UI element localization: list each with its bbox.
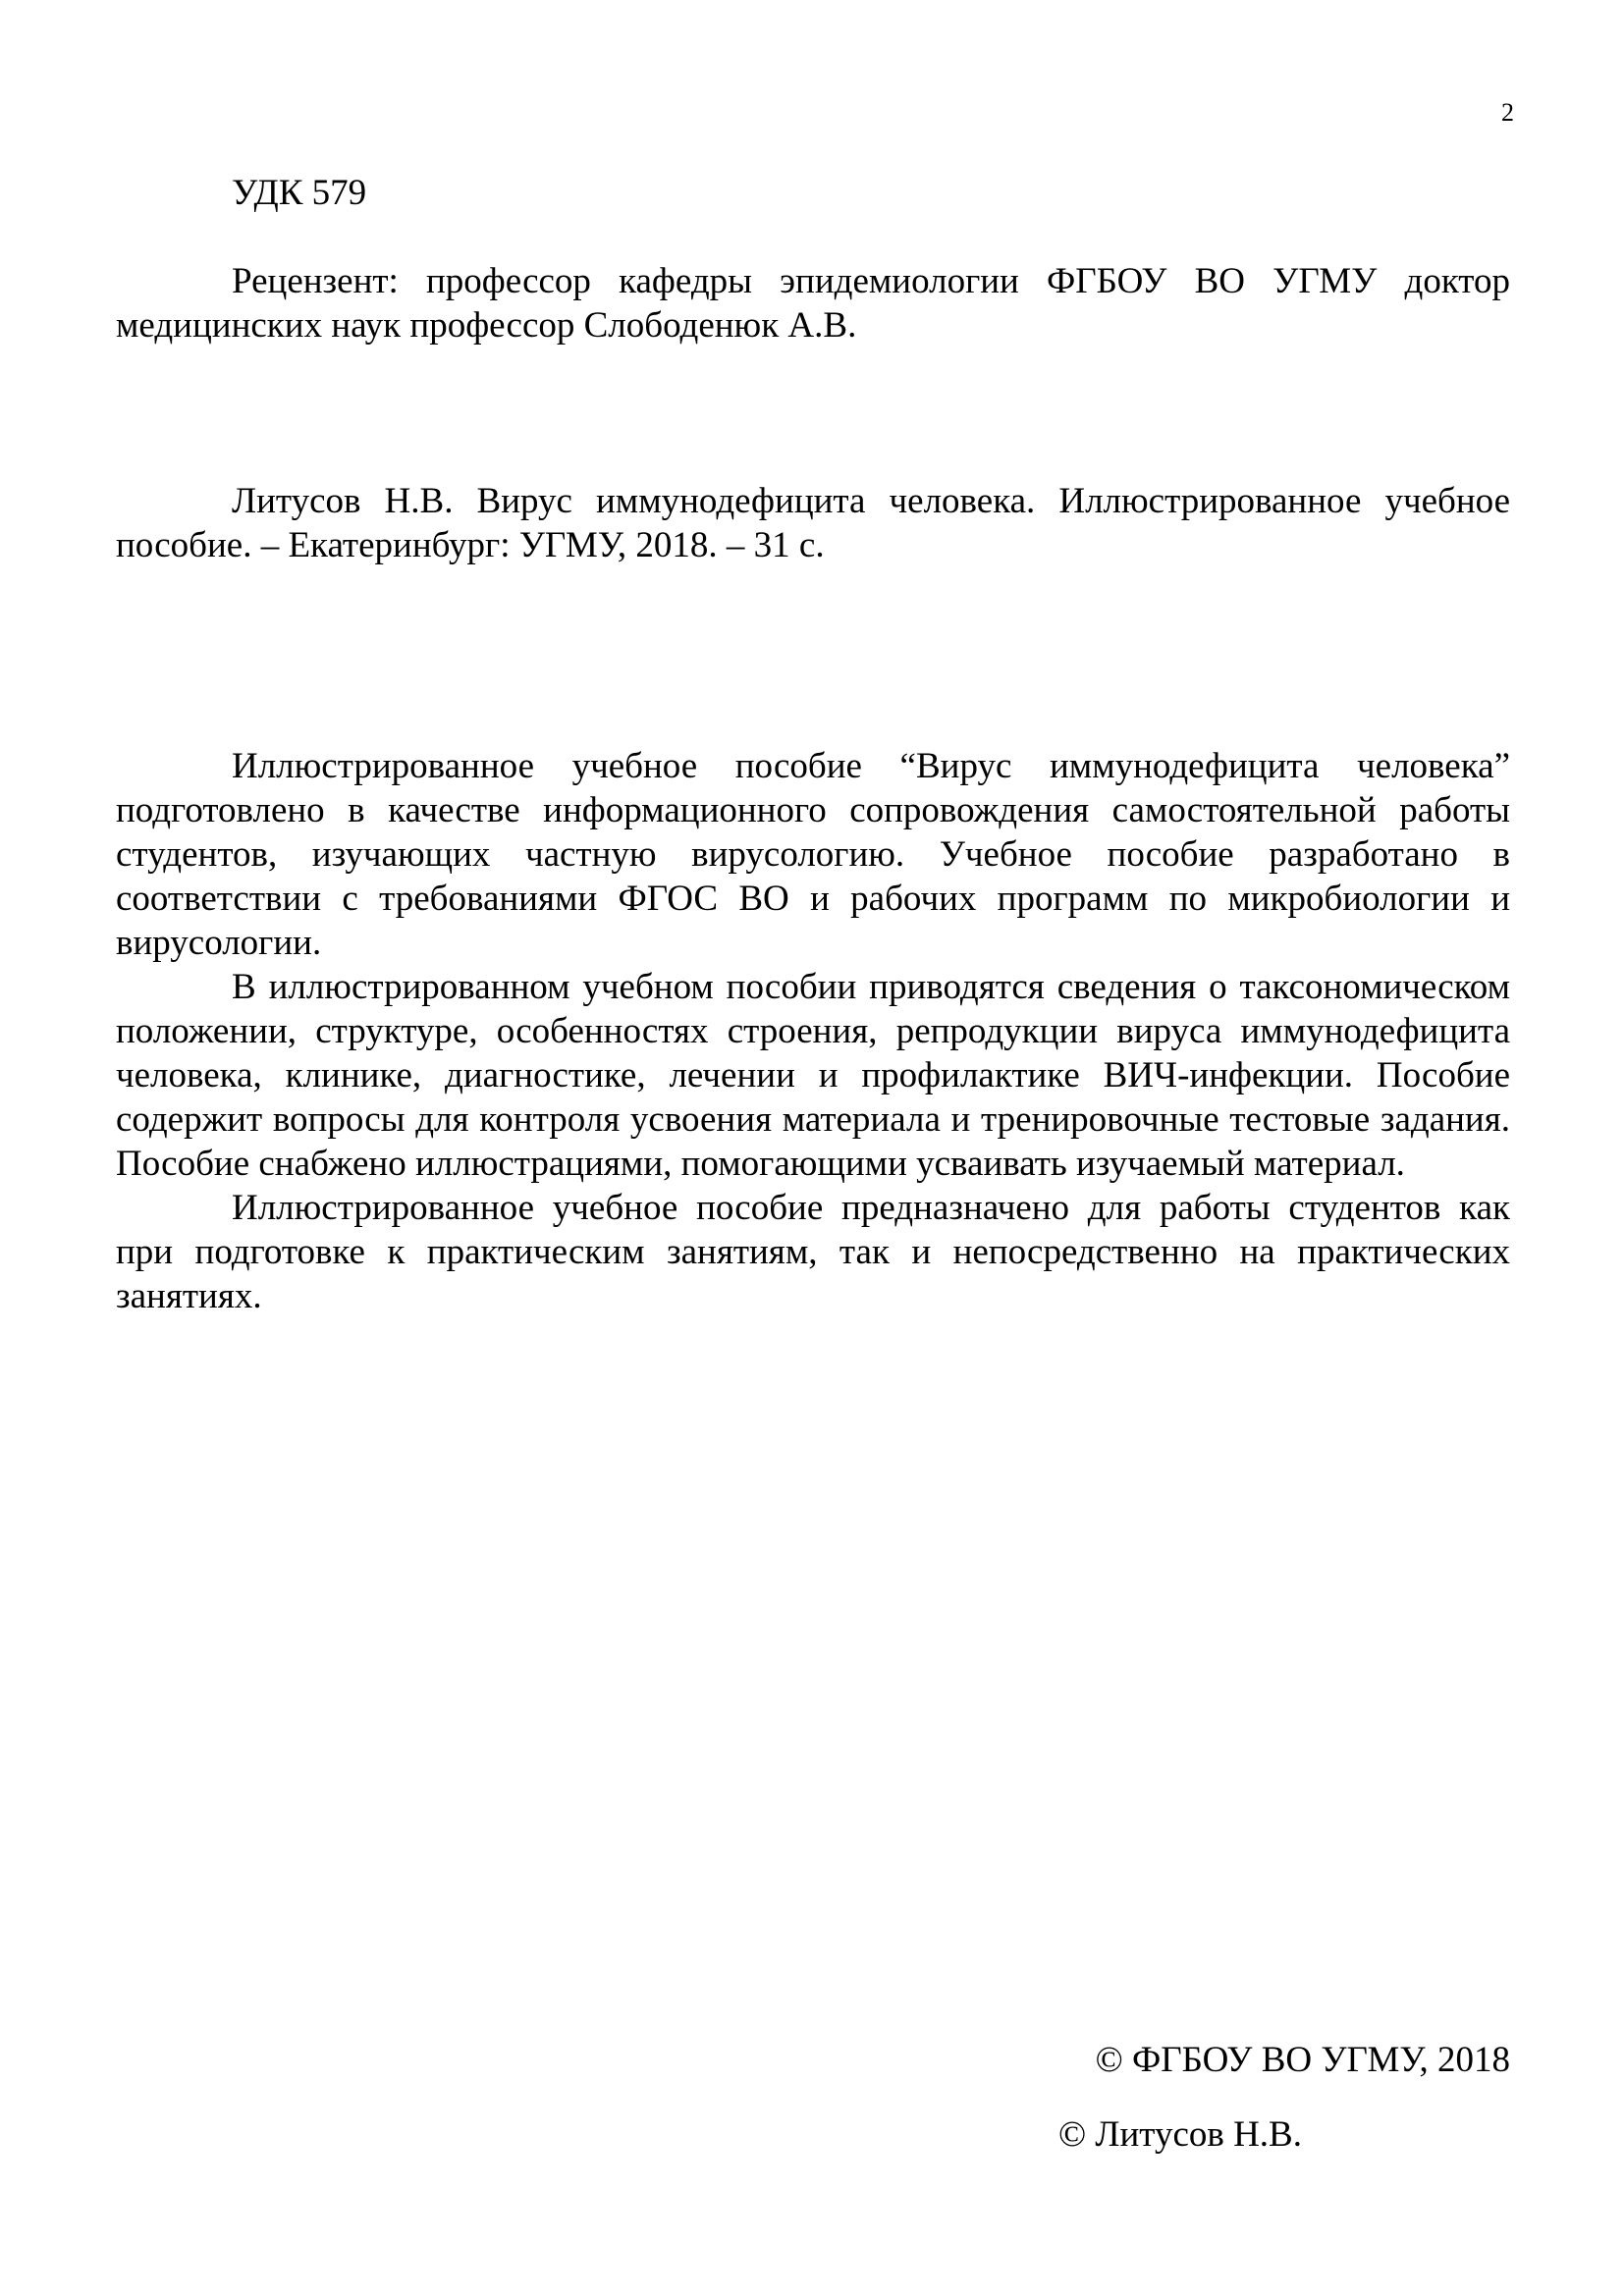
udk-code: УДК 579 [232,173,367,213]
reviewer-text: Рецензент: профессор кафедры эпидемиологии ФГБОУ ВО УГМУ доктор медицинских наук профессор Слободенюк А.В. [116,261,1510,346]
annotation-paragraph: Иллюстрированное учебное пособие “Вирус иммунодефицита человека” подготовлено в качестве информационного сопровождения самостоятельной работы студентов, изучающих частную вирусологию. Учебное пособие разработано в соответствии с требованиями ФГОС ВО и рабочих программ по микробиологии и вирусологии. [116,746,1510,963]
copyright-author: © Литусов Н.В. [1058,2114,1302,2155]
annotation-paragraph: В иллюстрированном учебном пособии приводятся сведения о таксономическом положении, структуре, особенностях строения, репродукции вируса иммунодефицита человека, клинике, диагностике, лечении и профилактике ВИЧ-инфекции. Пособие содержит вопросы для контроля усвоения материала и тренировочные тестовые задания. Пособие снабжено иллюстрациями, помогающими усваивать изучаемый материал. [116,967,1510,1184]
annotation-block [116,744,1510,1318]
reviewer-block [116,259,1510,347]
bibliographic-citation [116,479,1510,567]
page-number: 2 [1501,98,1514,127]
annotation-paragraph: Иллюстрированное учебное пособие предназначено для работы студентов как при подготовке к практическим занятиям, так и непосредственно на практических занятиях. [116,1188,1510,1316]
copyright-organization: © ФГБОУ ВО УГМУ, 2018 [1095,2040,1510,2080]
citation-text: Литусов Н.В. Вирус иммунодефицита человека. Иллюстрированное учебное пособие. – Екатеринбург: УГМУ, 2018. – 31 с. [116,481,1510,565]
